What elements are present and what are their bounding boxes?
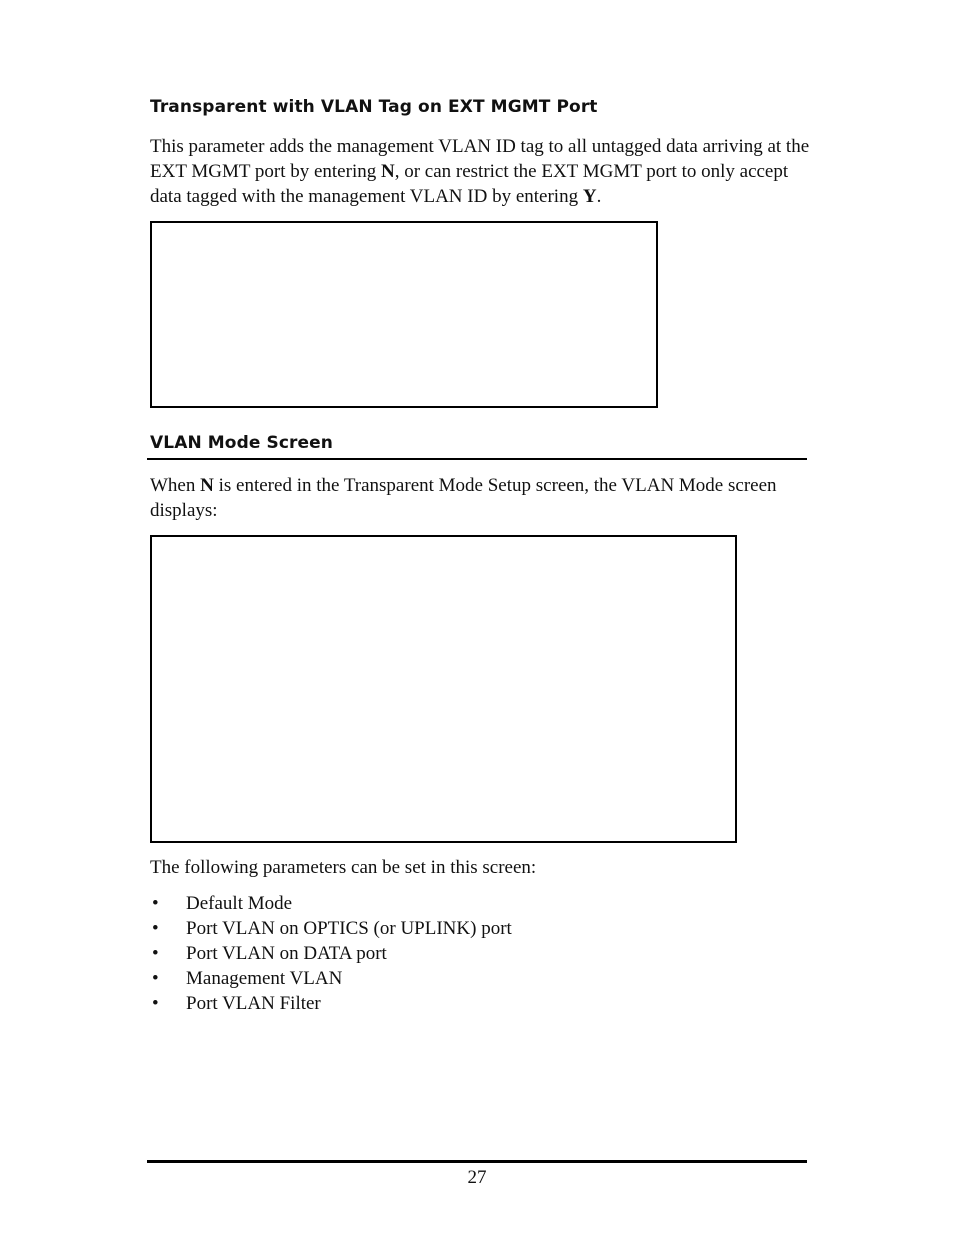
list-item: • Port VLAN Filter (150, 991, 512, 1016)
screen-capture-frame-transparent (150, 221, 658, 408)
section-paragraph-transparent-vlan-tag: This parameter adds the management VLAN ID tag to all untagged data arriving at the EXT MGMT port by entering N, or can restrict the EXT MGMT port to only accept data tagged with the management VLAN ID by entering Y. (150, 136, 810, 207)
parameter-list (150, 891, 512, 1016)
page-number: 27 (467, 1167, 487, 1188)
list-item: • Port VLAN on DATA port (150, 941, 512, 966)
section-heading-vlan-mode-screen: VLAN Mode Screen (150, 433, 333, 453)
list-item: • Default Mode (150, 891, 512, 916)
section-divider (147, 458, 807, 460)
screen-capture-frame-vlan-mode (150, 535, 737, 843)
footer-divider (147, 1160, 807, 1163)
section-heading-transparent-vlan-tag: Transparent with VLAN Tag on EXT MGMT Port (150, 97, 598, 117)
parameters-intro: The following parameters can be set in this screen: (150, 857, 537, 878)
list-item: • Management VLAN (150, 966, 512, 991)
list-item: • Port VLAN on OPTICS (or UPLINK) port (150, 916, 512, 941)
section-paragraph-vlan-mode: When N is entered in the Transparent Mode Setup screen, the VLAN Mode screen displays: (150, 475, 777, 521)
